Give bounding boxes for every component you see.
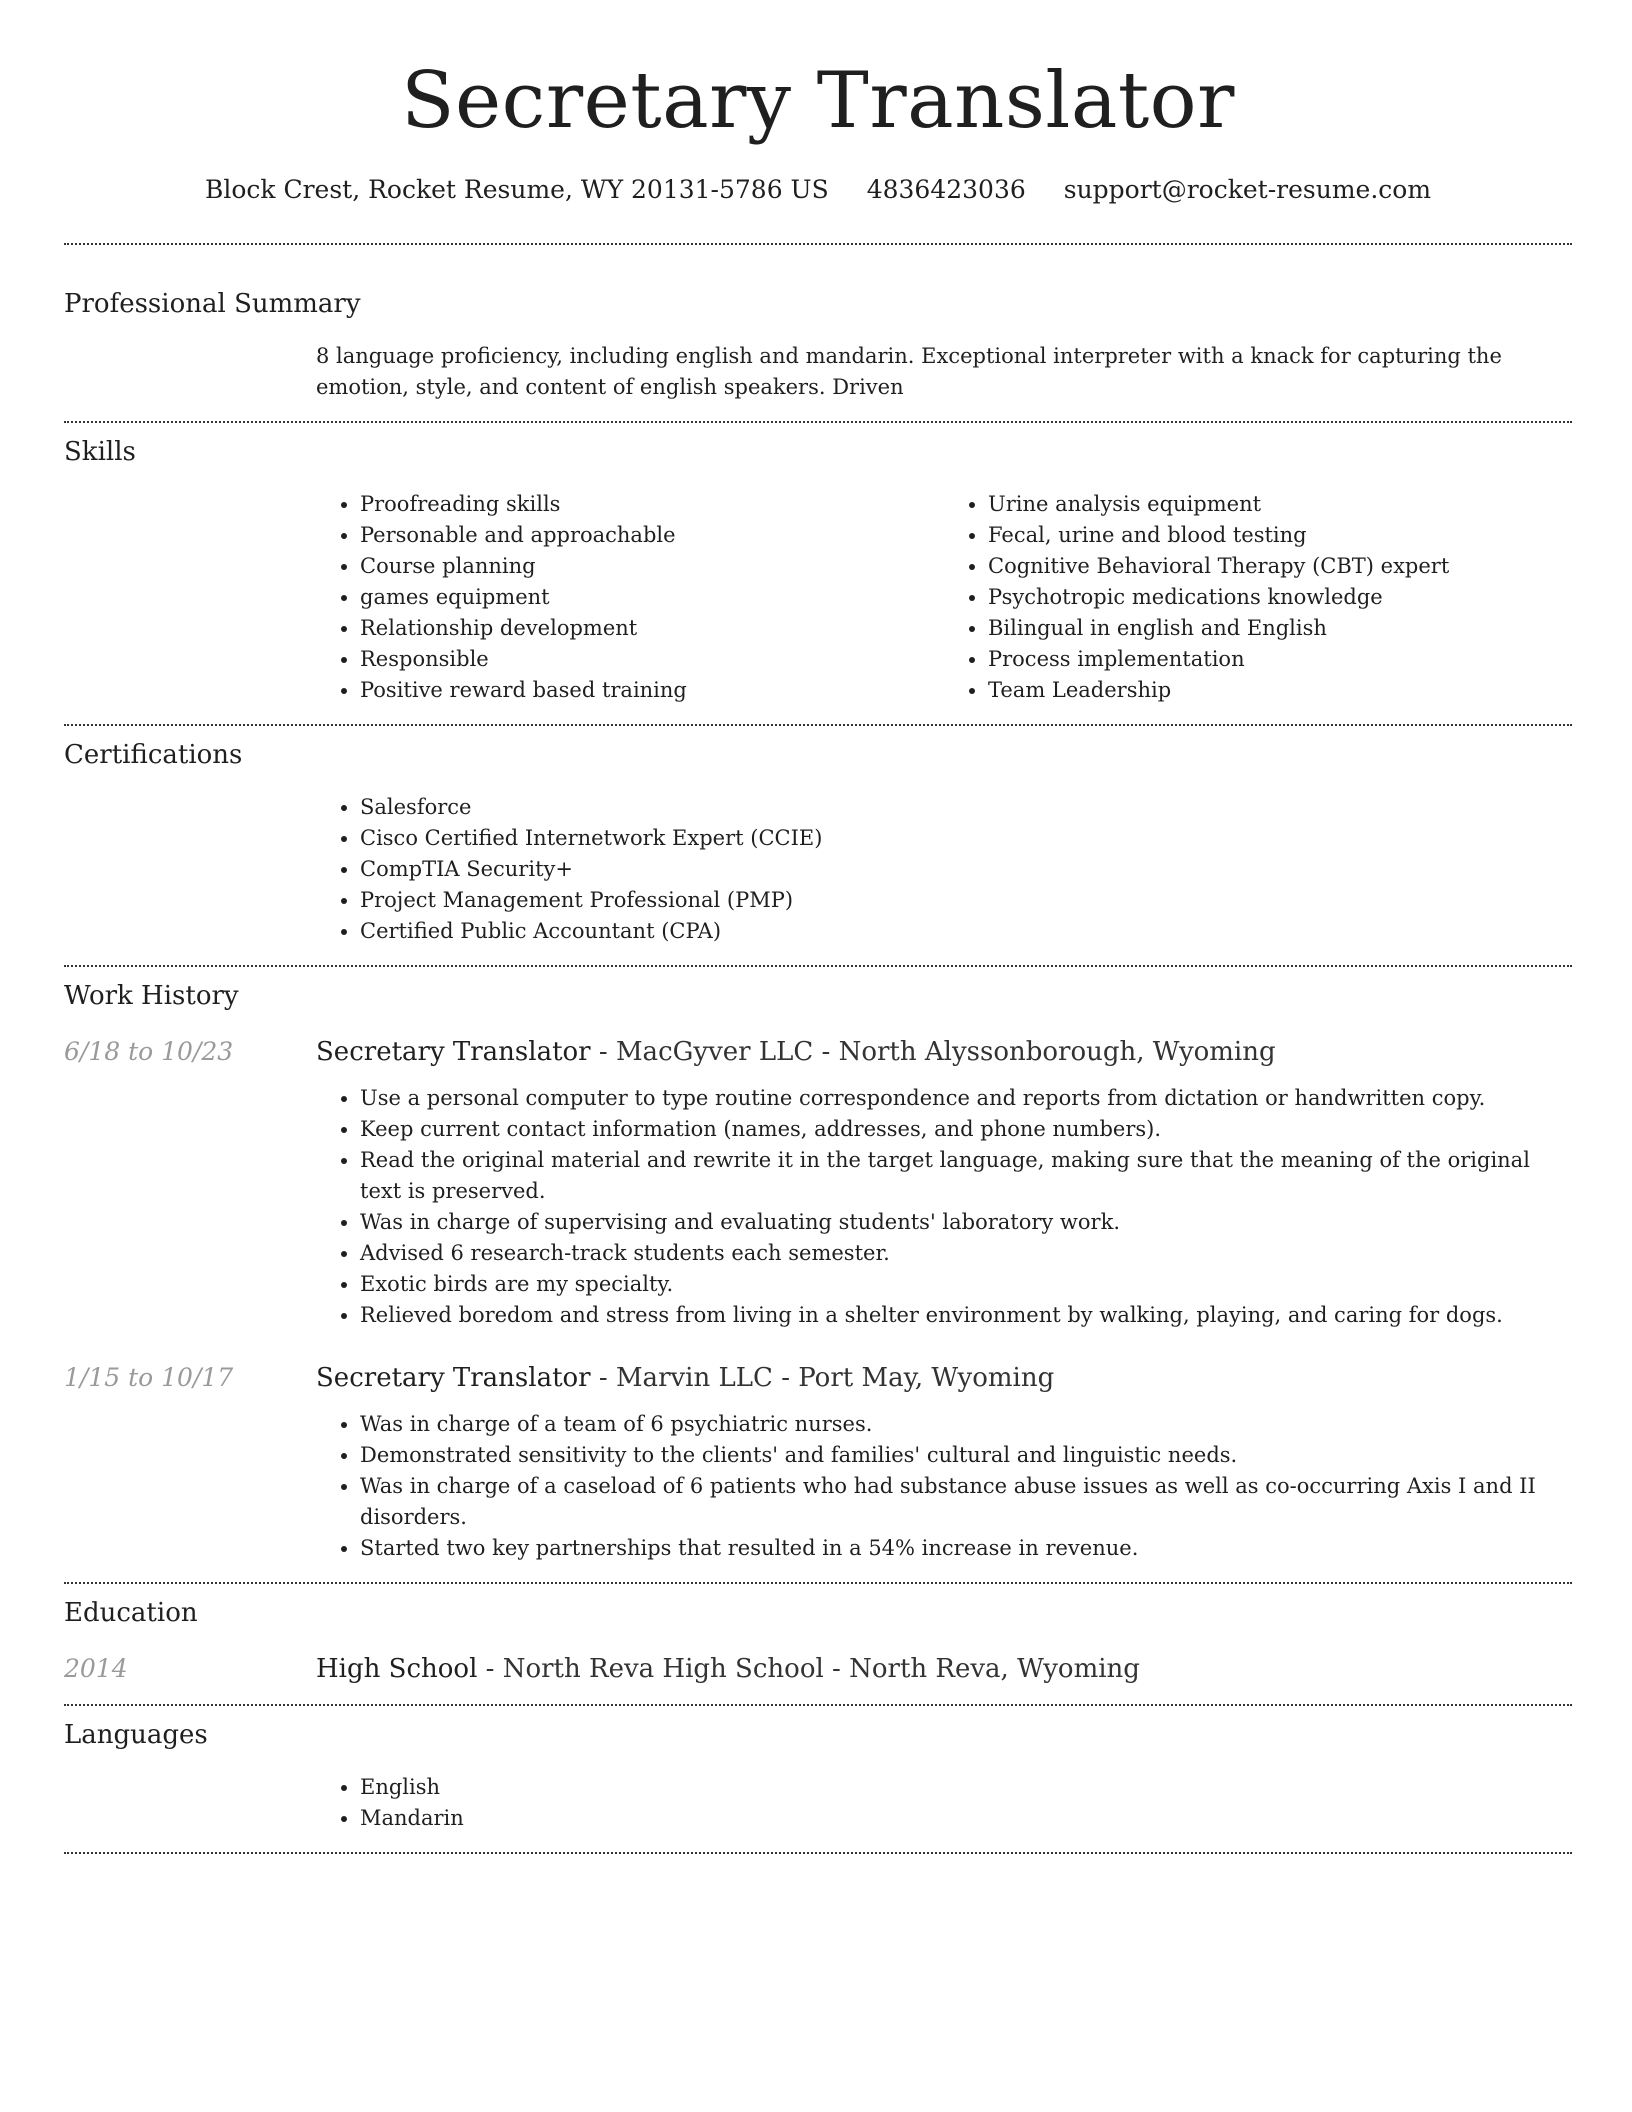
skills-list-left <box>316 489 944 706</box>
resume-name: Secretary Translator <box>401 56 1235 146</box>
list-item: • Cognitive Behavioral Therapy (CBT) expert <box>988 551 1572 582</box>
languages-title: Languages <box>64 1720 208 1750</box>
certifications-list <box>316 792 1572 947</box>
job-dates: 1/15 to 10/17 <box>64 1363 234 1392</box>
list-item: • Proofreading skills <box>360 489 944 520</box>
list-item: • Bilingual in english and English <box>988 613 1572 644</box>
list-item: • Was in charge of a caseload of 6 patients who had substance abuse issues as well as co-occurring Axis I and II disorders. <box>360 1471 1572 1533</box>
job-bullets <box>316 1409 1572 1564</box>
list-item: • Responsible <box>360 644 944 675</box>
job-heading <box>316 1361 1572 1395</box>
skills-list-right <box>944 489 1572 706</box>
contact-address: Block Crest, Rocket Resume, WY 20131-5786 US <box>204 175 829 204</box>
list-item: • Fecal, urine and blood testing <box>988 520 1572 551</box>
list-item: • Course planning <box>360 551 944 582</box>
divider <box>64 1704 1572 1706</box>
list-item: • Use a personal computer to type routine correspondence and reports from dictation or handwritten copy. <box>360 1083 1572 1114</box>
education-title: Education <box>64 1598 198 1628</box>
list-item: • Was in charge of a team of 6 psychiatric nurses. <box>360 1409 1572 1440</box>
job-heading <box>316 1035 1572 1069</box>
job-entry <box>64 1035 1572 1331</box>
list-item: • Started two key partnerships that resulted in a 54% increase in revenue. <box>360 1533 1572 1564</box>
list-item: • Keep current contact information (names, addresses, and phone numbers). <box>360 1114 1572 1145</box>
divider <box>64 243 1572 245</box>
list-item: • Positive reward based training <box>360 675 944 706</box>
list-item: • Certified Public Accountant (CPA) <box>360 916 1572 947</box>
divider <box>64 965 1572 967</box>
list-item: • games equipment <box>360 582 944 613</box>
list-item: • Process implementation <box>988 644 1572 675</box>
education-degree: High School <box>316 1654 478 1684</box>
education-year: 2014 <box>64 1654 128 1683</box>
list-item: • Read the original material and rewrite it in the target language, making sure that the meaning of the original text is preserved. <box>360 1145 1572 1207</box>
work-section <box>64 979 1572 1564</box>
list-item: • Project Management Professional (PMP) <box>360 885 1572 916</box>
divider <box>64 1582 1572 1584</box>
skills-title: Skills <box>64 437 136 467</box>
list-item: • Urine analysis equipment <box>988 489 1572 520</box>
education-details: - North Reva High School - North Reva, Wyoming <box>477 1654 1140 1684</box>
list-item: • Relationship development <box>360 613 944 644</box>
list-item: • English <box>360 1772 1572 1803</box>
summary-section <box>64 287 1572 403</box>
work-title: Work History <box>64 981 239 1011</box>
job-dates: 6/18 to 10/23 <box>64 1037 234 1066</box>
list-item: • Demonstrated sensitivity to the clients' and families' cultural and linguistic needs. <box>360 1440 1572 1471</box>
job-entry <box>64 1361 1572 1564</box>
list-item: • Relieved boredom and stress from living in a shelter environment by walking, playing, and caring for dogs. <box>360 1300 1572 1331</box>
divider <box>64 1852 1572 1854</box>
languages-section <box>64 1718 1572 1834</box>
divider <box>64 724 1572 726</box>
certifications-title: Certifications <box>64 740 243 770</box>
contact-phone: 4836423036 <box>866 175 1026 204</box>
divider <box>64 421 1572 423</box>
summary-title: Professional Summary <box>64 289 361 319</box>
certifications-section <box>64 738 1572 947</box>
list-item: • Team Leadership <box>988 675 1572 706</box>
job-bullets <box>316 1083 1572 1331</box>
job-role: Secretary Translator <box>316 1363 591 1393</box>
list-item: • Personable and approachable <box>360 520 944 551</box>
job-details: - MacGyver LLC - North Alyssonborough, Wyoming <box>590 1037 1276 1067</box>
list-item: • CompTIA Security+ <box>360 854 1572 885</box>
list-item: • Salesforce <box>360 792 1572 823</box>
resume-page <box>64 0 1572 1854</box>
job-details: - Marvin LLC - Port May, Wyoming <box>590 1363 1055 1393</box>
list-item: • Mandarin <box>360 1803 1572 1834</box>
job-role: Secretary Translator <box>316 1037 591 1067</box>
list-item: • Was in charge of supervising and evaluating students' laboratory work. <box>360 1207 1572 1238</box>
education-heading <box>316 1652 1572 1686</box>
list-item: • Advised 6 research-track students each semester. <box>360 1238 1572 1269</box>
list-item: • Psychotropic medications knowledge <box>988 582 1572 613</box>
list-item: • Exotic birds are my specialty. <box>360 1269 1572 1300</box>
contact-email: support@rocket-resume.com <box>1063 175 1432 204</box>
education-section <box>64 1596 1572 1686</box>
list-item: • Cisco Certified Internetwork Expert (CCIE) <box>360 823 1572 854</box>
education-entry <box>64 1652 1572 1686</box>
languages-list <box>316 1772 1572 1834</box>
contact-line <box>64 173 1572 207</box>
summary-text: 8 language proficiency, including english and mandarin. Exceptional interpreter with a knack for capturing the emotion, style, and content of english speakers. Driven <box>316 344 1502 399</box>
skills-section <box>64 435 1572 706</box>
